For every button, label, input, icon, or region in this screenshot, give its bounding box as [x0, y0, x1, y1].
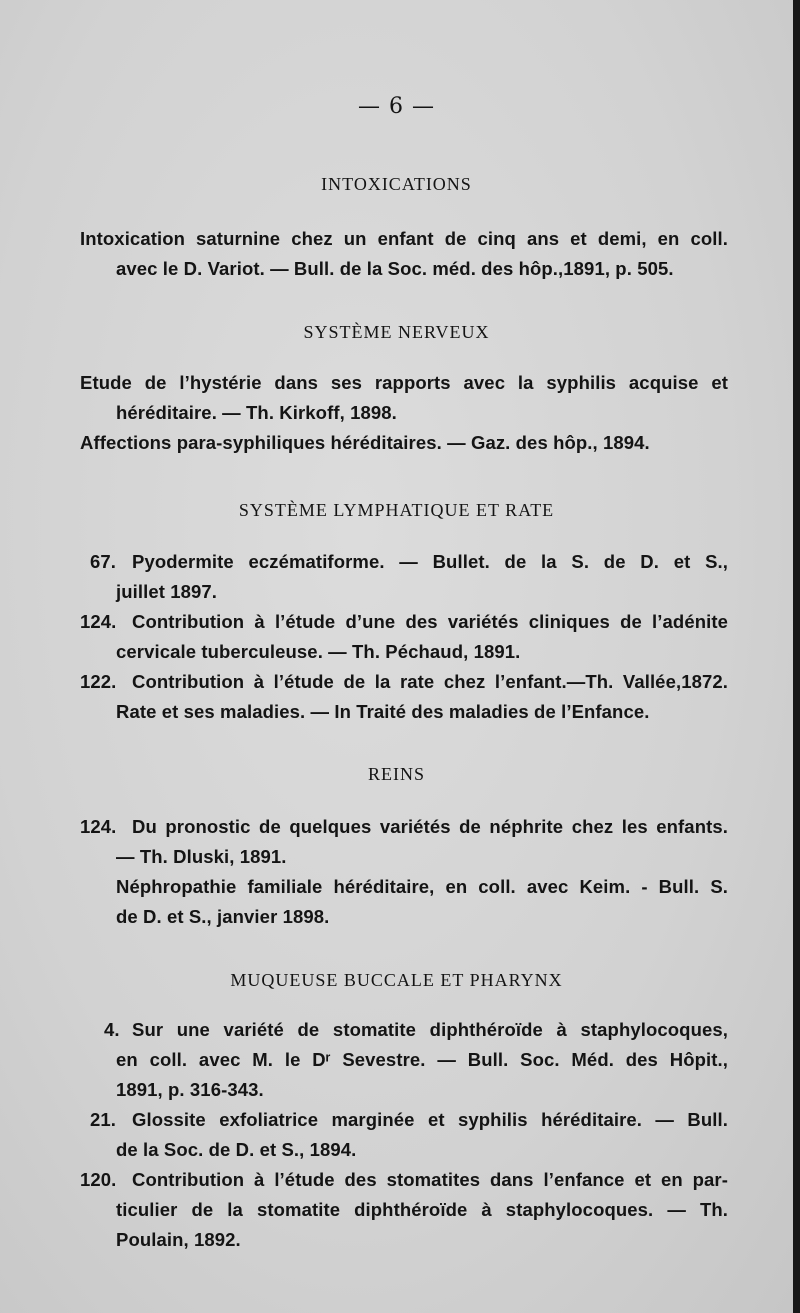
section-heading-systeme-nerveux: SYSTÈME NERVEUX — [303, 322, 490, 342]
entry-line — [80, 547, 728, 577]
entry-line: juillet 1897. — [116, 581, 218, 602]
entry-number: 124. — [80, 816, 117, 837]
entry-line: de la Soc. de D. et S., 1894. — [116, 1139, 357, 1160]
entry-line: Néphropathie familiale héréditaire, en coll. avec Keim. - Bull. S. — [116, 876, 728, 897]
entry-number: 120. — [80, 1169, 117, 1190]
entry-line: 1891, p. 316-343. — [116, 1079, 264, 1100]
entry-line — [80, 1015, 728, 1045]
entry-line: cervicale tuberculeuse. — Th. Péchaud, 1891. — [116, 641, 521, 662]
entry-line — [80, 1165, 728, 1195]
entry-number: 124. — [80, 611, 117, 632]
entry-number: 67. — [90, 551, 117, 572]
entry-text: Contribution à l’étude d’une des variétés cliniques de l’adénite — [132, 611, 728, 632]
bibliography-entry — [80, 1015, 728, 1255]
section-heading-intoxications: INTOXICATIONS — [321, 174, 472, 194]
entry-line: Etude de l’hystérie dans ses rapports avec la syphilis acquise et — [80, 372, 728, 393]
entry-line — [80, 667, 728, 697]
entry-line: Affections para-syphiliques héréditaires. — Gaz. des hôp., 1894. — [80, 432, 650, 453]
entry-line: avec le D. Variot. — Bull. de la Soc. méd. des hôp.,1891, p. 505. — [116, 258, 674, 279]
entry-text: Du pronostic de quelques variétés de néphrite chez les enfants. — [132, 816, 728, 837]
entry-text: Glossite exfoliatrice marginée et syphilis héréditaire. — Bull. — [132, 1109, 728, 1130]
entry-line: de D. et S., janvier 1898. — [116, 906, 330, 927]
page-edge-shadow — [793, 0, 800, 1313]
entry-line: ticulier de la stomatite diphthéroïde à staphylocoques. — Th. — [116, 1199, 728, 1220]
entry-text: Sur une variété de stomatite diphthéroïde à staphylocoques, — [132, 1019, 728, 1040]
entry-line: Poulain, 1892. — [116, 1229, 241, 1250]
entry-text: Pyodermite eczématiforme. — Bullet. de la S. de D. et S., — [132, 551, 728, 572]
entry-text: Contribution à l’étude des stomatites dans l’enfance et en par- — [132, 1169, 728, 1190]
entry-line — [80, 607, 728, 637]
section-heading-systeme-lymphatique: SYSTÈME LYMPHATIQUE ET RATE — [238, 500, 555, 520]
entry-line — [80, 1105, 728, 1135]
page-number: — 6 — — [358, 94, 435, 119]
entry-text: Contribution à l’étude de la rate chez l’enfant.—Th. Vallée,1872. — [132, 671, 728, 692]
bibliography-entry — [80, 224, 728, 284]
bibliography-entry — [80, 547, 728, 727]
entry-line: héréditaire. — Th. Kirkoff, 1898. — [116, 402, 397, 423]
bibliography-entry — [80, 812, 728, 932]
entry-number: 4. — [104, 1019, 120, 1040]
section-heading-reins: REINS — [367, 764, 425, 784]
entry-line: Rate et ses maladies. — In Traité des maladies de l’Enfance. — [116, 701, 650, 722]
entry-line: en coll. avec M. le Dʳ Sevestre. — Bull. Soc. Méd. des Hôpit., — [116, 1049, 728, 1070]
bibliography-entry — [80, 368, 728, 458]
entry-line — [80, 812, 728, 842]
entry-number: 122. — [80, 671, 117, 692]
entry-line: Intoxication saturnine chez un enfant de cinq ans et demi, en coll. — [80, 228, 728, 249]
entry-line: — Th. Dluski, 1891. — [116, 846, 287, 867]
section-heading-muqueuse-buccale: MUQUEUSE BUCCALE ET PHARYNX — [230, 970, 563, 990]
entry-number: 21. — [90, 1109, 117, 1130]
